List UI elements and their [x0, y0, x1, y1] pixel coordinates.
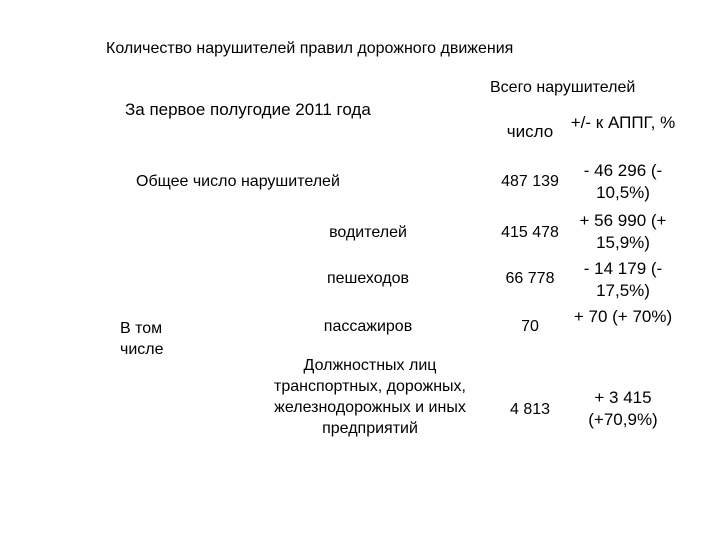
- row-officials-number: 4 813: [509, 401, 551, 418]
- number-column-header: число: [506, 122, 554, 141]
- row-drivers-number: 415 478: [501, 224, 559, 241]
- row-pedestrians-number: 66 778: [505, 270, 555, 287]
- row-officials-label: Должностных лиц транспортных, дорожных, железнодорожных и иных предприятий: [274, 357, 466, 437]
- total-violators-delta: - 46 296 (- 10,5%): [583, 161, 663, 202]
- row-officials-delta: + 3 415 (+70,9%): [588, 388, 658, 429]
- page-title: Количество нарушителей правил дорожного движения: [106, 40, 514, 57]
- row-drivers-label: водителей: [329, 224, 407, 241]
- all-violators-header: Всего нарушителей: [490, 79, 636, 96]
- row-pedestrians-delta: - 14 179 (- 17,5%): [583, 259, 663, 300]
- row-passengers-label: пассажиров: [323, 318, 413, 335]
- row-passengers-delta: + 70 (+ 70%): [573, 307, 673, 326]
- delta-column-header: +/- к АППГ, %: [570, 113, 676, 132]
- period-label: За первое полугодие 2011 года: [125, 100, 371, 119]
- row-drivers-delta: + 56 990 (+ 15,9%): [579, 211, 667, 252]
- row-passengers-number: 70: [521, 318, 539, 335]
- including-label: В том числе: [120, 320, 164, 358]
- row-pedestrians-label: пешеходов: [326, 270, 410, 287]
- total-violators-label: Общее число нарушителей: [136, 173, 340, 190]
- total-violators-number: 487 139: [501, 173, 559, 190]
